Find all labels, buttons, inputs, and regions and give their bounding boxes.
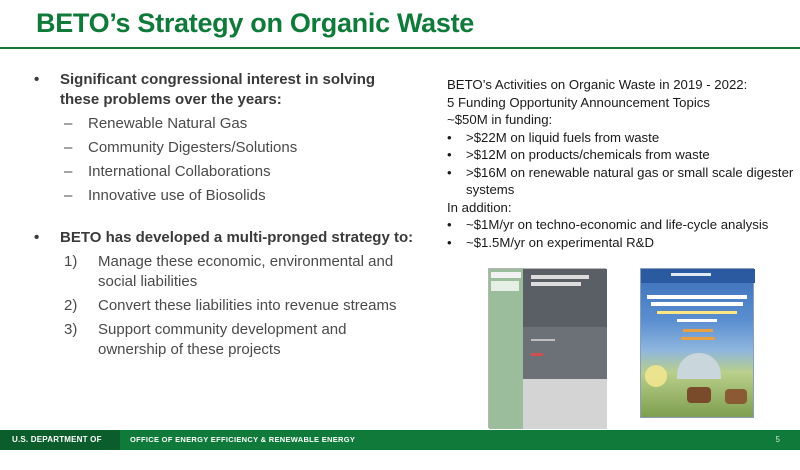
funding-item [447,129,797,147]
sub-item [64,114,414,134]
page-number: 5 [775,435,780,444]
funding-item-text: >$22M on liquid fuels from waste [466,129,660,145]
numbered-item-text: Support community development and ownership of these projects [98,321,347,358]
footer-agency: U.S. DEPARTMENT OF ENERGY [0,430,120,450]
activities-heading: BETO’s Activities on Organic Waste in 2019 - 2022: [447,77,748,92]
sub-item-text: Community Digesters/Solutions [88,139,298,156]
dash-glyph: – [64,115,73,132]
bullet-dot: • [447,217,452,232]
addition-item-text: ~$1.5M/yr on experimental R&D [466,234,655,250]
numbered-item [64,252,414,292]
foa-topics-line: 5 Funding Opportunity Announcement Topics [447,94,710,110]
numbered-item [64,320,414,360]
sub-item [64,186,414,206]
left-column [34,70,414,360]
addition-label: In addition: [447,199,512,215]
numbered-item-text: Manage these economic, environmental and social liabilities [98,253,394,290]
item-number: 2) [64,297,78,314]
right-column [447,76,797,251]
bullet-text: Significant congressional interest in solving these problems over the years: [60,71,376,108]
dash-glyph: – [64,163,73,180]
report-cover-thumbnail-waste-to-energy [488,268,606,428]
bullet-dot: • [447,234,452,250]
numbered-item-text: Convert these liabilities into revenue streams [98,297,397,314]
report-cover-thumbnail-biofuels [640,268,754,418]
dash-glyph: – [64,187,73,204]
sub-item-text: International Collaborations [88,163,271,180]
bullet-congressional-interest [34,70,414,110]
title-divider [0,47,800,49]
item-number: 1) [64,253,78,270]
funding-item-text: >$16M on renewable natural gas or small scale digester systems [466,164,794,197]
sub-item-text: Renewable Natural Gas [88,115,248,132]
bullet-dot: • [447,147,452,162]
bullet-beto-strategy [34,228,414,248]
funding-total-line: ~$50M in funding: [447,112,553,127]
addition-item [447,216,797,234]
sub-item-text: Innovative use of Biosolids [88,187,266,204]
bullet-dot: • [447,164,452,180]
addition-item [447,234,797,252]
addition-item-text: ~$1M/yr on techno-economic and life-cycle analysis [466,217,769,232]
bullet-text: BETO has developed a multi-pronged strategy to: [60,229,414,246]
bullet-dot: • [34,71,40,88]
sub-item [64,162,414,182]
dash-glyph: – [64,139,73,156]
funding-item-text: >$12M on products/chemicals from waste [466,147,710,162]
item-number: 3) [64,321,78,338]
numbered-item [64,296,414,316]
footer-office: OFFICE OF ENERGY EFFICIENCY & RENEWABLE ENERGY [130,435,356,444]
sub-item [64,138,414,158]
funding-item [447,164,797,199]
bullet-dot: • [34,229,40,246]
bullet-dot: • [447,129,452,145]
funding-item [447,146,797,164]
slide-title: BETO’s Strategy on Organic Waste [36,8,475,38]
footer-bar [0,430,800,464]
